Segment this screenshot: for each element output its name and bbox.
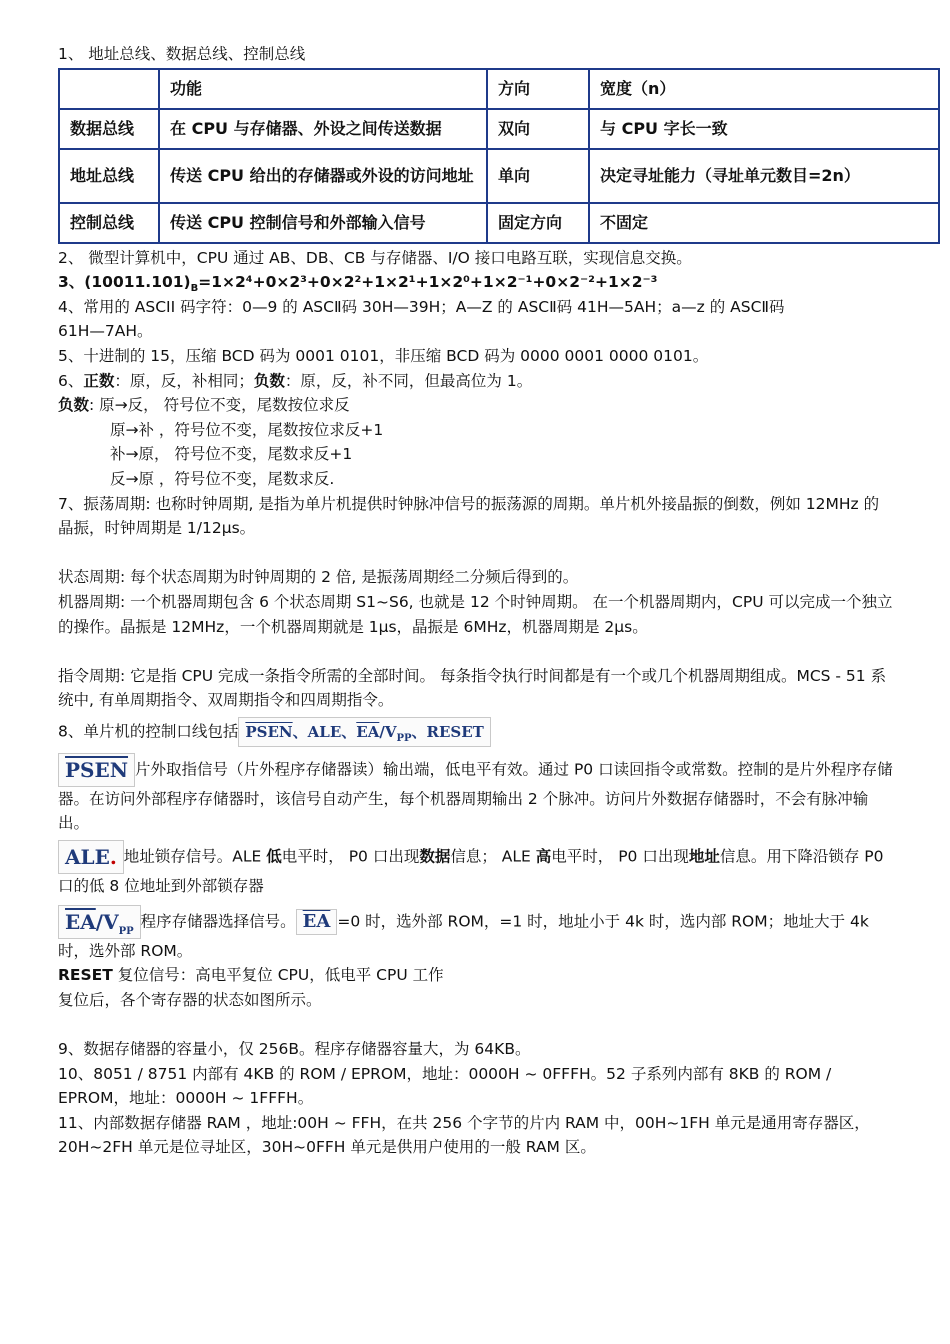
machine-period: 机器周期: 一个机器周期包含 6 个状态周期 S1~S6, 也就是 12 个时钟周期。 在一个机器周期内，CPU 可以完成一个独立的操作。晶振是 12MHz，一个机器周期就是 1μs，晶振是 6MHz，机器周期是 2μs。 <box>58 592 893 636</box>
ale-label: 、ALE、 <box>292 722 357 741</box>
negative-rule <box>58 393 893 418</box>
item-6 <box>58 369 893 394</box>
ale-text: 电平时， P0 口出现 <box>551 847 689 866</box>
ea-paragraph <box>58 905 893 964</box>
table-row <box>59 203 939 243</box>
positive-label: 正数 <box>83 371 115 390</box>
negative-rule-text: : 原→反， 符号位不变，尾数按位求反 <box>89 396 350 415</box>
psen-label: PSEN <box>245 722 293 741</box>
table-cell: 在 CPU 与存储器、外设之间传送数据 <box>159 109 487 149</box>
psen-image-label: PSEN <box>65 757 129 782</box>
table-header-cell: 方向 <box>487 69 589 109</box>
ea-label: $\overline{EA}$ <box>356 722 380 741</box>
item-8-text: 8、单片机的控制口线包括 <box>58 722 239 741</box>
item-3-prefix: 3、 <box>58 273 85 292</box>
ea-image <box>296 909 338 935</box>
document-page <box>58 42 893 1160</box>
ea-inline-label: $\overline{EA}$ <box>302 910 331 932</box>
item-3-base: B <box>190 283 199 295</box>
vpp-image-label: /V <box>95 909 119 934</box>
reset-line <box>58 963 893 988</box>
table-cell: 固定方向 <box>487 203 589 243</box>
negative-rule: 反→原 ，符号位不变，尾数求反. <box>110 469 335 488</box>
ale-text: 电平时， P0 口出现 <box>281 847 420 866</box>
ale-paragraph <box>58 840 893 899</box>
control-lines-image <box>238 717 490 747</box>
item-3-expression: =1×2⁴+0×2³+0×2²+1×2¹+1×2⁰+1×2⁻¹+0×2⁻²+1×2⁻³ <box>198 273 658 292</box>
spacer <box>58 639 893 664</box>
state-period: 状态周期: 每个状态周期为时钟周期的 2 倍, 是振荡周期经二分频后得到的。 <box>58 568 579 587</box>
item-6-prefix: 6、 <box>58 371 84 390</box>
ale-text: 信息。用下降沿锁存 P0 口的低 8 位地址到外部锁存器 <box>58 847 884 896</box>
spacer <box>58 541 893 566</box>
ale-data: 数据 <box>419 847 451 866</box>
ale-text: 地址锁存信号。ALE <box>123 847 267 866</box>
table-cell: 双向 <box>487 109 589 149</box>
ea-image-label: $\overline{EA}$ <box>65 909 96 934</box>
ale-image-dot: . <box>109 845 117 870</box>
reset-text: 复位信号：高电平复位 CPU，低电平 CPU 工作 <box>112 966 444 985</box>
bus-table <box>58 68 940 244</box>
table-row <box>59 149 939 203</box>
psen-paragraph <box>58 753 893 836</box>
ale-text: 信息； ALE <box>450 847 536 866</box>
table-cell: 决定寻址能力（寻址单元数目=2n） <box>589 149 939 203</box>
reset-label: RESET <box>58 966 113 985</box>
vpp-label: /V <box>379 722 397 741</box>
item-7-oscillation-period: 7、振荡周期: 也称时钟周期, 是指为单片机提供时钟脉冲信号的振荡源的周期。单片机外接晶振的倒数，例如 12MHz 的晶振，时钟周期是 1/12μs。 <box>58 494 880 538</box>
table-cell: 与 CPU 字长一致 <box>589 109 939 149</box>
item-4-line-2: 61H—7AH。 <box>58 322 153 341</box>
item-4-line-1: 4、常用的 ASCII 码字符：0—9 的 ASCⅡ码 30H—39H；A—Z 的 ASCⅡ码 41H—5AH；a—z 的 ASCⅡ码 <box>58 297 785 316</box>
table-header-cell: 功能 <box>159 69 487 109</box>
table-cell: 不固定 <box>589 203 939 243</box>
ale-high: 高 <box>535 847 552 866</box>
instruction-period: 指令周期: 它是指 CPU 完成一条指令所需的全部时间。 每条指令执行时间都是有一个或几个机器周期组成。MCS - 51 系统中, 有单周期指令、双周期指令和四周期指令。 <box>58 666 887 710</box>
item-8 <box>58 717 893 747</box>
table-cell: 单向 <box>487 149 589 203</box>
item-11: 11、内部数据存储器 RAM ，地址:00H ~ FFH，在共 256 个字节的片内 RAM 中，00H~1FH 单元是通用寄存器区，20H~2FH 单元是位寻址区，30H~0FFH 单元是供用户使用的一般 RAM 区。 <box>58 1113 870 1157</box>
table-cell: 控制总线 <box>59 203 159 243</box>
table-cell: 传送 CPU 控制信号和外部输入信号 <box>159 203 487 243</box>
spacer <box>58 1012 893 1037</box>
table-row <box>59 109 939 149</box>
ale-image-label: ALE <box>65 845 110 870</box>
table-header-cell: 宽度（n） <box>589 69 939 109</box>
item-2: 2、 微型计算机中，CPU 通过 AB、DB、CB 与存储器、I/O 接口电路互联，实现信息交换。 <box>58 248 692 267</box>
ea-text: 程序存储器选择信号。 <box>140 912 296 931</box>
psen-description: 片外取指信号（片外程序存储器读）输出端，低电平有效。通过 P0 口读回指令或常数。控制的是片外程序存储器。在访问外部程序存储器时，该信号自动产生，每个机器周期输出 2 个脉冲。访问片外数据存储器时，不会有脉冲输出。 <box>58 760 893 833</box>
psen-image <box>58 753 135 787</box>
vpp-image-sub: PP <box>118 925 134 937</box>
item-9: 9、数据存储器的容量小，仅 256B。程序存储器容量大，为 64KB。 <box>58 1040 531 1059</box>
item-3-value: (10011.101) <box>84 273 191 292</box>
ale-low: 低 <box>266 847 282 866</box>
negative-rule: 补→原， 符号位不变，尾数求反+1 <box>110 445 353 464</box>
item-10: 10、8051 / 8751 内部有 4KB 的 ROM / EPROM，地址：0000H ~ 0FFFH。52 子系列内部有 8KB 的 ROM / EPROM，地址：0000H ~ 1FFFH。 <box>58 1064 832 1108</box>
negative-label: 负数 <box>253 371 285 390</box>
ale-address: 地址 <box>688 847 720 866</box>
ea-vpp-image <box>58 905 141 939</box>
positive-text: ：原，反，补相同； <box>114 371 254 390</box>
negative-rule: 原→补 ，符号位不变，尾数按位求反+1 <box>110 420 384 439</box>
ale-image <box>58 840 124 874</box>
table-header-cell <box>59 69 159 109</box>
table-cell: 地址总线 <box>59 149 159 203</box>
table-cell: 传送 CPU 给出的存储器或外设的访问地址 <box>159 149 487 203</box>
item-1-heading: 1、 地址总线、数据总线、控制总线 <box>58 45 306 63</box>
table-cell: 数据总线 <box>59 109 159 149</box>
after-reset: 复位后，各个寄存器的状态如图所示。 <box>58 990 322 1009</box>
table-header-row <box>59 69 939 109</box>
item-3-binary-expansion <box>58 270 893 295</box>
vpp-sub: PP <box>396 732 412 744</box>
ea-text: =0 时，选外部 ROM，=1 时，地址小于 4k 时，选内部 ROM；地址大于 4k 时，选外部 ROM。 <box>58 912 869 960</box>
item-5: 5、十进制的 15，压缩 BCD 码为 0001 0101，非压缩 BCD 码为 0000 0001 0000 0101。 <box>58 346 709 365</box>
reset-label: 、RESET <box>411 722 484 741</box>
negative-text: ：原，反，补不同，但最高位为 1。 <box>284 371 533 390</box>
negative-rule-label: 负数 <box>58 396 90 415</box>
